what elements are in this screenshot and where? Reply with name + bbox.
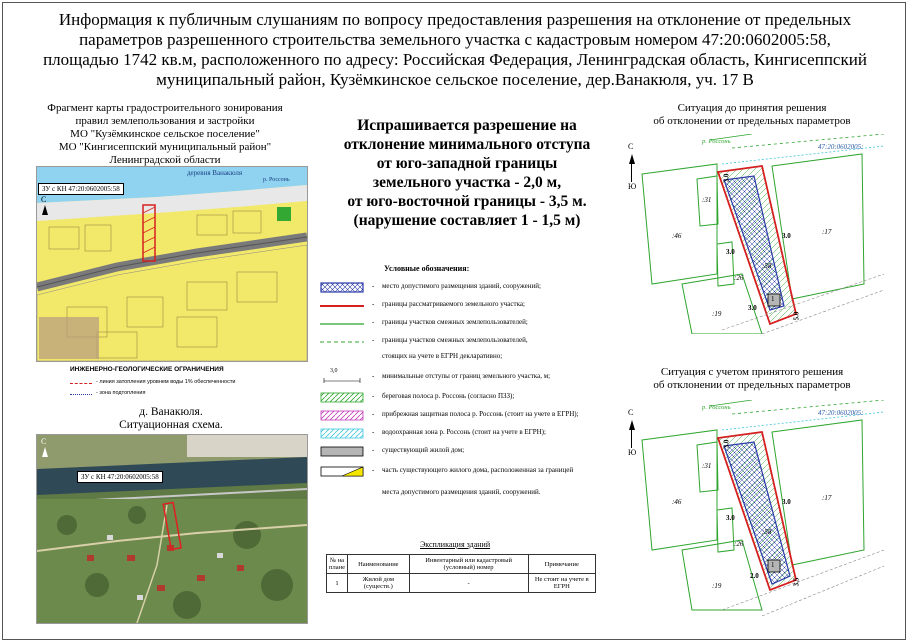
before-caption bbox=[622, 102, 882, 128]
lot-label: :26 bbox=[734, 274, 744, 282]
caption-line: об отклонении от предельных параметров bbox=[653, 379, 851, 391]
north-arrow-icon bbox=[42, 205, 48, 215]
village-label: деревня Ванакюля bbox=[187, 169, 243, 177]
request-text bbox=[322, 116, 612, 230]
request-line: Испрашивается разрешение на bbox=[357, 117, 577, 134]
compass-line bbox=[631, 164, 632, 182]
geo-row: - зона подтопления bbox=[96, 390, 146, 396]
caption-line: Фрагмент карты градостроительного зонирования bbox=[47, 102, 283, 114]
legend-dash: - bbox=[372, 300, 375, 308]
legend-item-allowed-area bbox=[320, 280, 620, 296]
legend-label: стоящих на учете в ЕГРН декларативно; bbox=[382, 352, 503, 360]
lot-label: :17 bbox=[822, 228, 832, 236]
legend-dash: - bbox=[372, 392, 375, 400]
shore-strip-icon bbox=[320, 392, 364, 403]
satellite-map-graphic bbox=[37, 435, 307, 623]
legend-label: границы участков смежных землепользователей, bbox=[382, 336, 528, 344]
title-line: Информация к публичным слушаниям по вопросу предоставления разрешения на отклонение от предельных bbox=[58, 10, 852, 29]
lot-label: :58 bbox=[762, 262, 772, 270]
adjacent-boundary-icon bbox=[320, 318, 364, 329]
lot-label: :19 bbox=[712, 582, 722, 590]
lot-label: :26 bbox=[734, 540, 744, 548]
offset-dim: 3.0 bbox=[722, 173, 731, 183]
geo-title: ИНЖЕНЕРНО-ГЕОЛОГИЧЕСКИЕ ОГРАНИЧЕНИЯ bbox=[70, 366, 224, 373]
request-line: (нарушение составляет 1 - 1,5 м) bbox=[353, 212, 581, 229]
offset-dim: 3.0 bbox=[782, 232, 791, 240]
house-part-icon bbox=[320, 466, 364, 477]
zoning-map-graphic bbox=[37, 167, 307, 361]
satellite-map[interactable] bbox=[36, 434, 308, 624]
request-line: от юго-восточной границы - 3,5 м. bbox=[347, 193, 587, 210]
legend-item-adjacent-declarative bbox=[320, 334, 620, 350]
legend-dash: - bbox=[372, 336, 375, 344]
offset-dim: 3.0 bbox=[722, 439, 731, 449]
table-cell: Не стоит на учете в ЕГРН bbox=[528, 574, 595, 593]
caption-line: Ситуация до принятия решения bbox=[677, 102, 827, 114]
caption-line: правил землепользования и застройки bbox=[75, 115, 255, 127]
legend-item-house bbox=[320, 444, 620, 460]
table-header-cell: № на плане bbox=[327, 555, 348, 574]
offset-dim: 3.0 bbox=[782, 498, 791, 506]
legend-dash: - bbox=[372, 372, 375, 380]
legend-label: существующий жилой дом; bbox=[382, 446, 465, 454]
cadastral-label: 47:20:0602005: bbox=[818, 409, 864, 417]
adjacent-declarative-icon bbox=[320, 336, 364, 347]
caption-line: об отклонении от предельных параметров bbox=[653, 115, 851, 127]
table-header-row bbox=[327, 555, 596, 574]
south-label: Ю bbox=[628, 182, 637, 191]
after-plan-graphic bbox=[622, 400, 884, 618]
before-plan[interactable] bbox=[622, 134, 884, 334]
underflooding-icon bbox=[70, 394, 92, 395]
explication-title: Экспликация зданий bbox=[420, 540, 491, 549]
zoning-map[interactable] bbox=[36, 166, 308, 362]
river-label: р. Россонь bbox=[263, 177, 290, 183]
legend-item-offsets bbox=[320, 370, 620, 386]
lot-label: :19 bbox=[712, 310, 722, 318]
zoning-parcel-label: ЗУ с КН 47:20:0602005:58 bbox=[38, 183, 124, 195]
protective-strip-icon bbox=[320, 410, 364, 421]
legend-dash: - bbox=[372, 428, 375, 436]
north-label: С bbox=[628, 142, 634, 151]
table-row bbox=[327, 574, 596, 593]
request-line: земельного участка - 2,0 м, bbox=[372, 174, 562, 191]
legend-item-parcel-boundary bbox=[320, 298, 620, 314]
offset-dim: 3.0 bbox=[748, 304, 757, 312]
title-line: площадью 1742 кв.м, расположенного по адресу: Российская Федерация, Ленинградская область, Кингисеппский bbox=[43, 50, 867, 69]
flood-line-icon bbox=[70, 383, 92, 384]
legend-item-house-part bbox=[320, 464, 620, 480]
north-label: С bbox=[628, 408, 634, 417]
offset-dimension-icon bbox=[320, 372, 364, 383]
legend-item-water-zone bbox=[320, 426, 620, 442]
after-caption bbox=[622, 366, 882, 392]
north-arrow-icon bbox=[629, 420, 635, 430]
legend-label: минимальные отступы от границ земельного участка, м; bbox=[382, 372, 551, 380]
request-line: отклонение минимального отступа bbox=[343, 136, 591, 153]
legend-item-house-part-cont bbox=[320, 486, 620, 502]
parcel-boundary-icon bbox=[320, 300, 364, 311]
legend-item-shore-strip bbox=[320, 390, 620, 406]
legend-label: прибрежная защитная полоса р. Россонь (стоит на учете в ЕГРН); bbox=[382, 410, 579, 418]
south-label: Ю bbox=[628, 448, 637, 457]
water-zone-icon bbox=[320, 428, 364, 439]
legend-label: границы рассматриваемого земельного участка; bbox=[382, 300, 525, 308]
caption-line: Ситуация с учетом принятого решения bbox=[660, 366, 844, 378]
legend-dash: - bbox=[372, 282, 375, 290]
table-header-cell: Наименование bbox=[347, 555, 409, 574]
compass-line bbox=[631, 430, 632, 448]
zoning-map-caption bbox=[30, 102, 300, 167]
geo-row: - линия затопления уровнем воды 1% обеспеченности bbox=[96, 379, 236, 385]
legend-dash: - bbox=[372, 318, 375, 326]
table-header-cell: Примечание bbox=[528, 555, 595, 574]
legend-label: водоохранная зона р. Россонь (стоит на учете в ЕГРН); bbox=[382, 428, 546, 436]
house-number: 1 bbox=[771, 295, 775, 303]
caption-line: МО "Кингисеппский муниципальный район" bbox=[58, 141, 272, 153]
situation-caption bbox=[36, 406, 306, 432]
lot-label: :46 bbox=[672, 232, 682, 240]
table-cell: - bbox=[409, 574, 528, 593]
lot-label: :46 bbox=[672, 498, 682, 506]
legend-dash: - bbox=[372, 410, 375, 418]
offset-dim: 3.0 bbox=[726, 248, 735, 256]
river-label: р. Россонь bbox=[702, 404, 731, 411]
legend-label: границы участков смежных землепользователей; bbox=[382, 318, 528, 326]
offset-value: 3,0 bbox=[330, 368, 338, 374]
page-title bbox=[20, 10, 890, 90]
lot-label: :17 bbox=[822, 494, 832, 502]
legend-title: Условные обозначения: bbox=[384, 264, 470, 273]
legend-label: место допустимого размещения зданий, сооружений; bbox=[382, 282, 541, 290]
cadastral-label: 47:20:0602005: bbox=[818, 143, 864, 151]
offset-dim: 3.5 bbox=[792, 577, 801, 587]
river-label: р. Россонь bbox=[702, 138, 731, 145]
legend-item-adjacent-boundary bbox=[320, 316, 620, 332]
legend-label: места допустимого размещения зданий, сооружений. bbox=[382, 488, 541, 496]
table-cell: 1 bbox=[327, 574, 348, 593]
lot-label: :31 bbox=[702, 462, 712, 470]
legend-item-declarative-cont bbox=[320, 350, 620, 366]
legend-dash: - bbox=[372, 466, 375, 474]
after-plan[interactable] bbox=[622, 400, 884, 618]
north-label: С bbox=[41, 195, 47, 204]
caption-line: Ситуационная схема. bbox=[119, 419, 223, 431]
north-arrow-icon bbox=[42, 447, 48, 457]
lot-label: :58 bbox=[762, 528, 772, 536]
legend-label: часть существующего жилого дома, расположенная за границей bbox=[382, 466, 574, 474]
north-arrow-icon bbox=[629, 154, 635, 164]
legend-label: береговая полоса р. Россонь (согласно ПЗЗ); bbox=[382, 392, 515, 400]
table-cell: Жилой дом (существ.) bbox=[347, 574, 409, 593]
allowed-area-icon bbox=[320, 282, 364, 293]
house-icon bbox=[320, 446, 364, 457]
situation-parcel-label: ЗУ с КН 47:20:0602005:58 bbox=[77, 471, 163, 483]
offset-dim: 2.0 bbox=[750, 572, 759, 580]
explication-table bbox=[326, 554, 596, 593]
offset-dim: 5.0 bbox=[792, 311, 801, 321]
caption-line: Ленинградской области bbox=[109, 154, 221, 166]
request-line: от юго-западной границы bbox=[376, 155, 558, 172]
offset-dim: 3.0 bbox=[726, 514, 735, 522]
table-header-cell: Инвентарный или кадастровый (условный) номер bbox=[409, 555, 528, 574]
title-line: параметров разрешенного строительства земельного участка с кадастровым номером 47:20:0602005:58, bbox=[79, 30, 831, 49]
legend-item-protective-strip bbox=[320, 408, 620, 424]
north-label: С bbox=[41, 437, 47, 446]
lot-label: :31 bbox=[702, 196, 712, 204]
caption-line: МО "Кузёмкинское сельское поселение" bbox=[70, 128, 260, 140]
title-line: муниципальный район, Кузёмкинское сельское поселение, дер.Ванакюля, уч. 17 В bbox=[156, 70, 754, 89]
legend-dash: - bbox=[372, 446, 375, 454]
house-number: 1 bbox=[771, 561, 775, 569]
caption-line: д. Ванакюля. bbox=[139, 406, 203, 418]
